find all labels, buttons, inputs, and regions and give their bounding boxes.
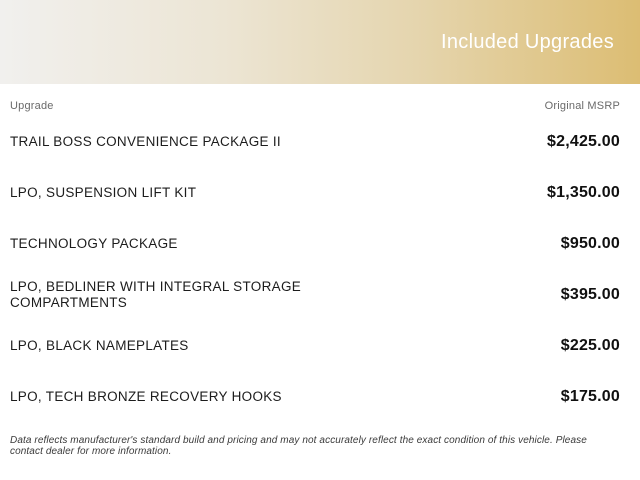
upgrade-name: LPO, SUSPENSION LIFT KIT xyxy=(10,184,197,200)
column-header-original-msrp: Original MSRP xyxy=(544,100,620,112)
upgrades-table xyxy=(0,84,640,457)
table-row xyxy=(10,320,620,371)
upgrade-name: TECHNOLOGY PACKAGE xyxy=(10,235,178,251)
upgrade-name: LPO, BEDLINER WITH INTEGRAL STORAGE COMPARTMENTS xyxy=(10,278,302,310)
upgrade-price: $395.00 xyxy=(560,285,620,303)
table-row xyxy=(10,269,620,320)
table-rows xyxy=(10,116,620,422)
table-row xyxy=(10,218,620,269)
page-title: Included Upgrades xyxy=(441,30,614,53)
upgrade-price: $2,425.00 xyxy=(547,132,620,150)
upgrade-name: LPO, BLACK NAMEPLATES xyxy=(10,337,189,353)
upgrade-name: TRAIL BOSS CONVENIENCE PACKAGE II xyxy=(10,133,281,149)
table-row xyxy=(10,116,620,167)
upgrade-price: $1,350.00 xyxy=(547,183,620,201)
table-column-headers xyxy=(10,101,620,112)
upgrade-name: LPO, TECH BRONZE RECOVERY HOOKS xyxy=(10,388,282,404)
table-row xyxy=(10,167,620,218)
upgrade-price: $175.00 xyxy=(560,387,620,405)
included-upgrades-header-band xyxy=(0,0,640,84)
column-header-upgrade: Upgrade xyxy=(10,100,54,112)
table-row xyxy=(10,371,620,422)
disclaimer-text: Data reflects manufacturer's standard build and pricing and may not accurately reflect the exact condition of this vehicle. Please contact dealer for more information. xyxy=(10,435,587,457)
upgrade-price: $950.00 xyxy=(560,234,620,252)
upgrade-price: $225.00 xyxy=(560,336,620,354)
